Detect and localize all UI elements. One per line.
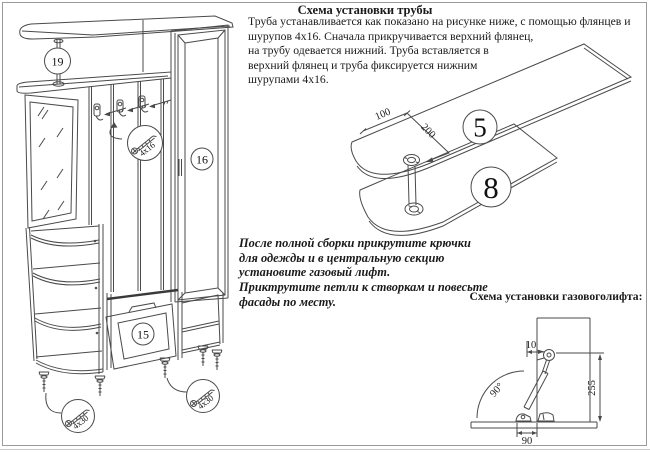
page-edge-line — [0, 449, 650, 450]
screw-callout-4x30-left — [46, 393, 95, 433]
foot-screw — [95, 376, 105, 396]
canopy-shelf — [17, 72, 171, 93]
gaslift-diagram — [471, 318, 604, 447]
cabinet — [171, 25, 228, 302]
note-line: установите газовый лифт. — [239, 265, 391, 280]
corner-shelves — [26, 224, 103, 374]
hook-rail — [89, 79, 171, 292]
body-line: Труба устанавливается как показано на рисунке ниже, с помощью флянцев и — [248, 15, 631, 28]
dimension-10 — [526, 340, 543, 357]
note-line: фасады по месту. — [239, 294, 336, 309]
coat-hook — [94, 104, 103, 120]
body-line: верхний флянец и труба фиксируется нижним — [248, 58, 478, 72]
foot-screw — [212, 350, 222, 370]
callout-16: 16 — [196, 152, 208, 167]
body-line: шурупов 4х16. Сначала прикручивается верхний флянец, — [248, 29, 534, 43]
mirror — [25, 95, 78, 228]
callout-15: 15 — [137, 327, 149, 342]
dim-255-label: 255 — [587, 380, 598, 396]
foot-screw — [39, 372, 49, 392]
dimension-90 — [517, 423, 537, 447]
gas-lift-strut — [516, 350, 555, 422]
gaslift-section-title: Схема установки газовоголифта: — [469, 290, 643, 303]
note-line: Приктрутите петли к створкам и повесьте — [239, 280, 488, 295]
angle-label: 90° — [488, 381, 507, 400]
wardrobe-drawing — [17, 16, 233, 433]
dimension-255 — [556, 353, 604, 422]
shelf-bottom-panel — [360, 121, 557, 235]
angle-arc — [477, 371, 524, 418]
callout-5: 5 — [473, 112, 487, 143]
foot-screw — [160, 358, 170, 378]
screw-label-4x16: 4x16 — [137, 139, 157, 159]
cabinet-side-panel — [471, 318, 597, 428]
dim-10-label: 10 — [525, 340, 537, 351]
callout-19: 19 — [51, 54, 64, 69]
dim-200-label: 200 — [418, 121, 438, 141]
foot-screw — [198, 346, 208, 366]
tube-section-title: Схема установки трубы — [297, 3, 433, 17]
assembly-note — [239, 236, 488, 310]
screw-callout-4x30-right — [167, 378, 220, 413]
body-line: на трубу одевается нижний. Труба вставляется в — [248, 44, 489, 58]
note-line: для одежды и в центральную секцию — [239, 250, 445, 265]
door-handle — [179, 159, 182, 176]
tube-with-flanges — [404, 155, 424, 216]
screw-callout-4x16 — [128, 126, 163, 161]
screw-label-4x30-right: 4x30 — [195, 392, 216, 412]
tube-section-body — [248, 15, 631, 88]
screw-label-4x30-left: 4x30 — [70, 412, 91, 432]
note-line: После полной сборки прикрутите крючки — [239, 236, 471, 250]
callout-8: 8 — [483, 170, 499, 205]
dim-100-label: 100 — [373, 106, 393, 123]
dim-90-label: 90 — [521, 436, 533, 447]
body-line: шурупами 4х16. — [248, 73, 329, 87]
